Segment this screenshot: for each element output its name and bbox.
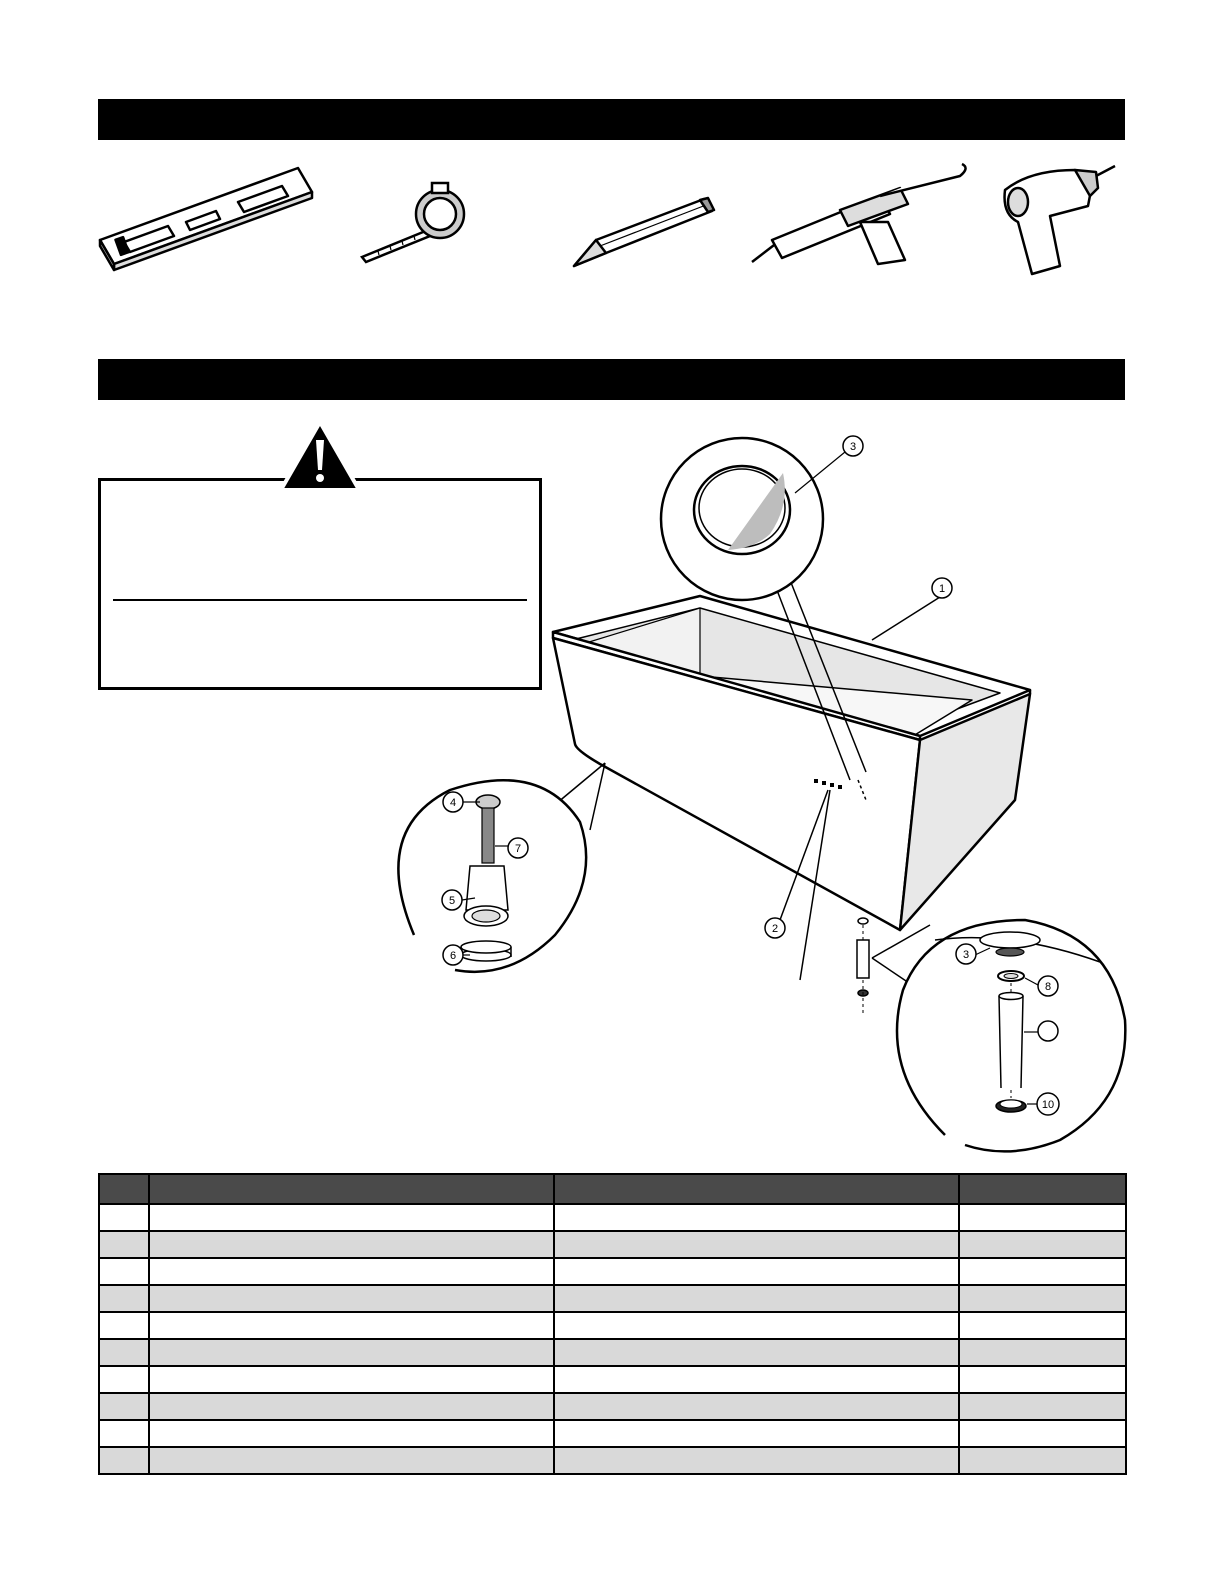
header-cell-description [149,1174,554,1204]
callout-7-label: 7 [514,843,522,855]
callout-9-blank [1038,1021,1058,1041]
table-row [99,1339,1126,1366]
table-row [99,1204,1126,1231]
header-cell-qty [959,1174,1126,1204]
table-row [99,1231,1126,1258]
parts-table [98,1173,1127,1475]
drain-cover-detail [661,438,845,600]
table-row [99,1312,1126,1339]
table-row [99,1447,1126,1474]
parts-table-header [99,1174,1126,1204]
drain-assembly-detail [897,920,1125,1151]
callout-3-right-label: 3 [962,949,970,961]
table-row [99,1258,1126,1285]
callout-4-label: 4 [449,797,457,809]
callout-3-top-label: 3 [849,441,857,453]
header-cell-part [554,1174,959,1204]
callout-6-label: 6 [449,950,457,962]
callout-5-label: 5 [448,895,456,907]
table-row [99,1420,1126,1447]
table-row [99,1393,1126,1420]
table-row [99,1285,1126,1312]
callout-8-label: 8 [1044,981,1052,993]
table-row [99,1366,1126,1393]
callout-10-label: 10 [1041,1099,1055,1111]
header-cell-no [99,1174,149,1204]
callout-2-label: 2 [771,923,779,935]
callout-1-label: 1 [938,583,946,595]
bathtub [553,596,1030,930]
overflow-assembly-detail [398,780,586,972]
